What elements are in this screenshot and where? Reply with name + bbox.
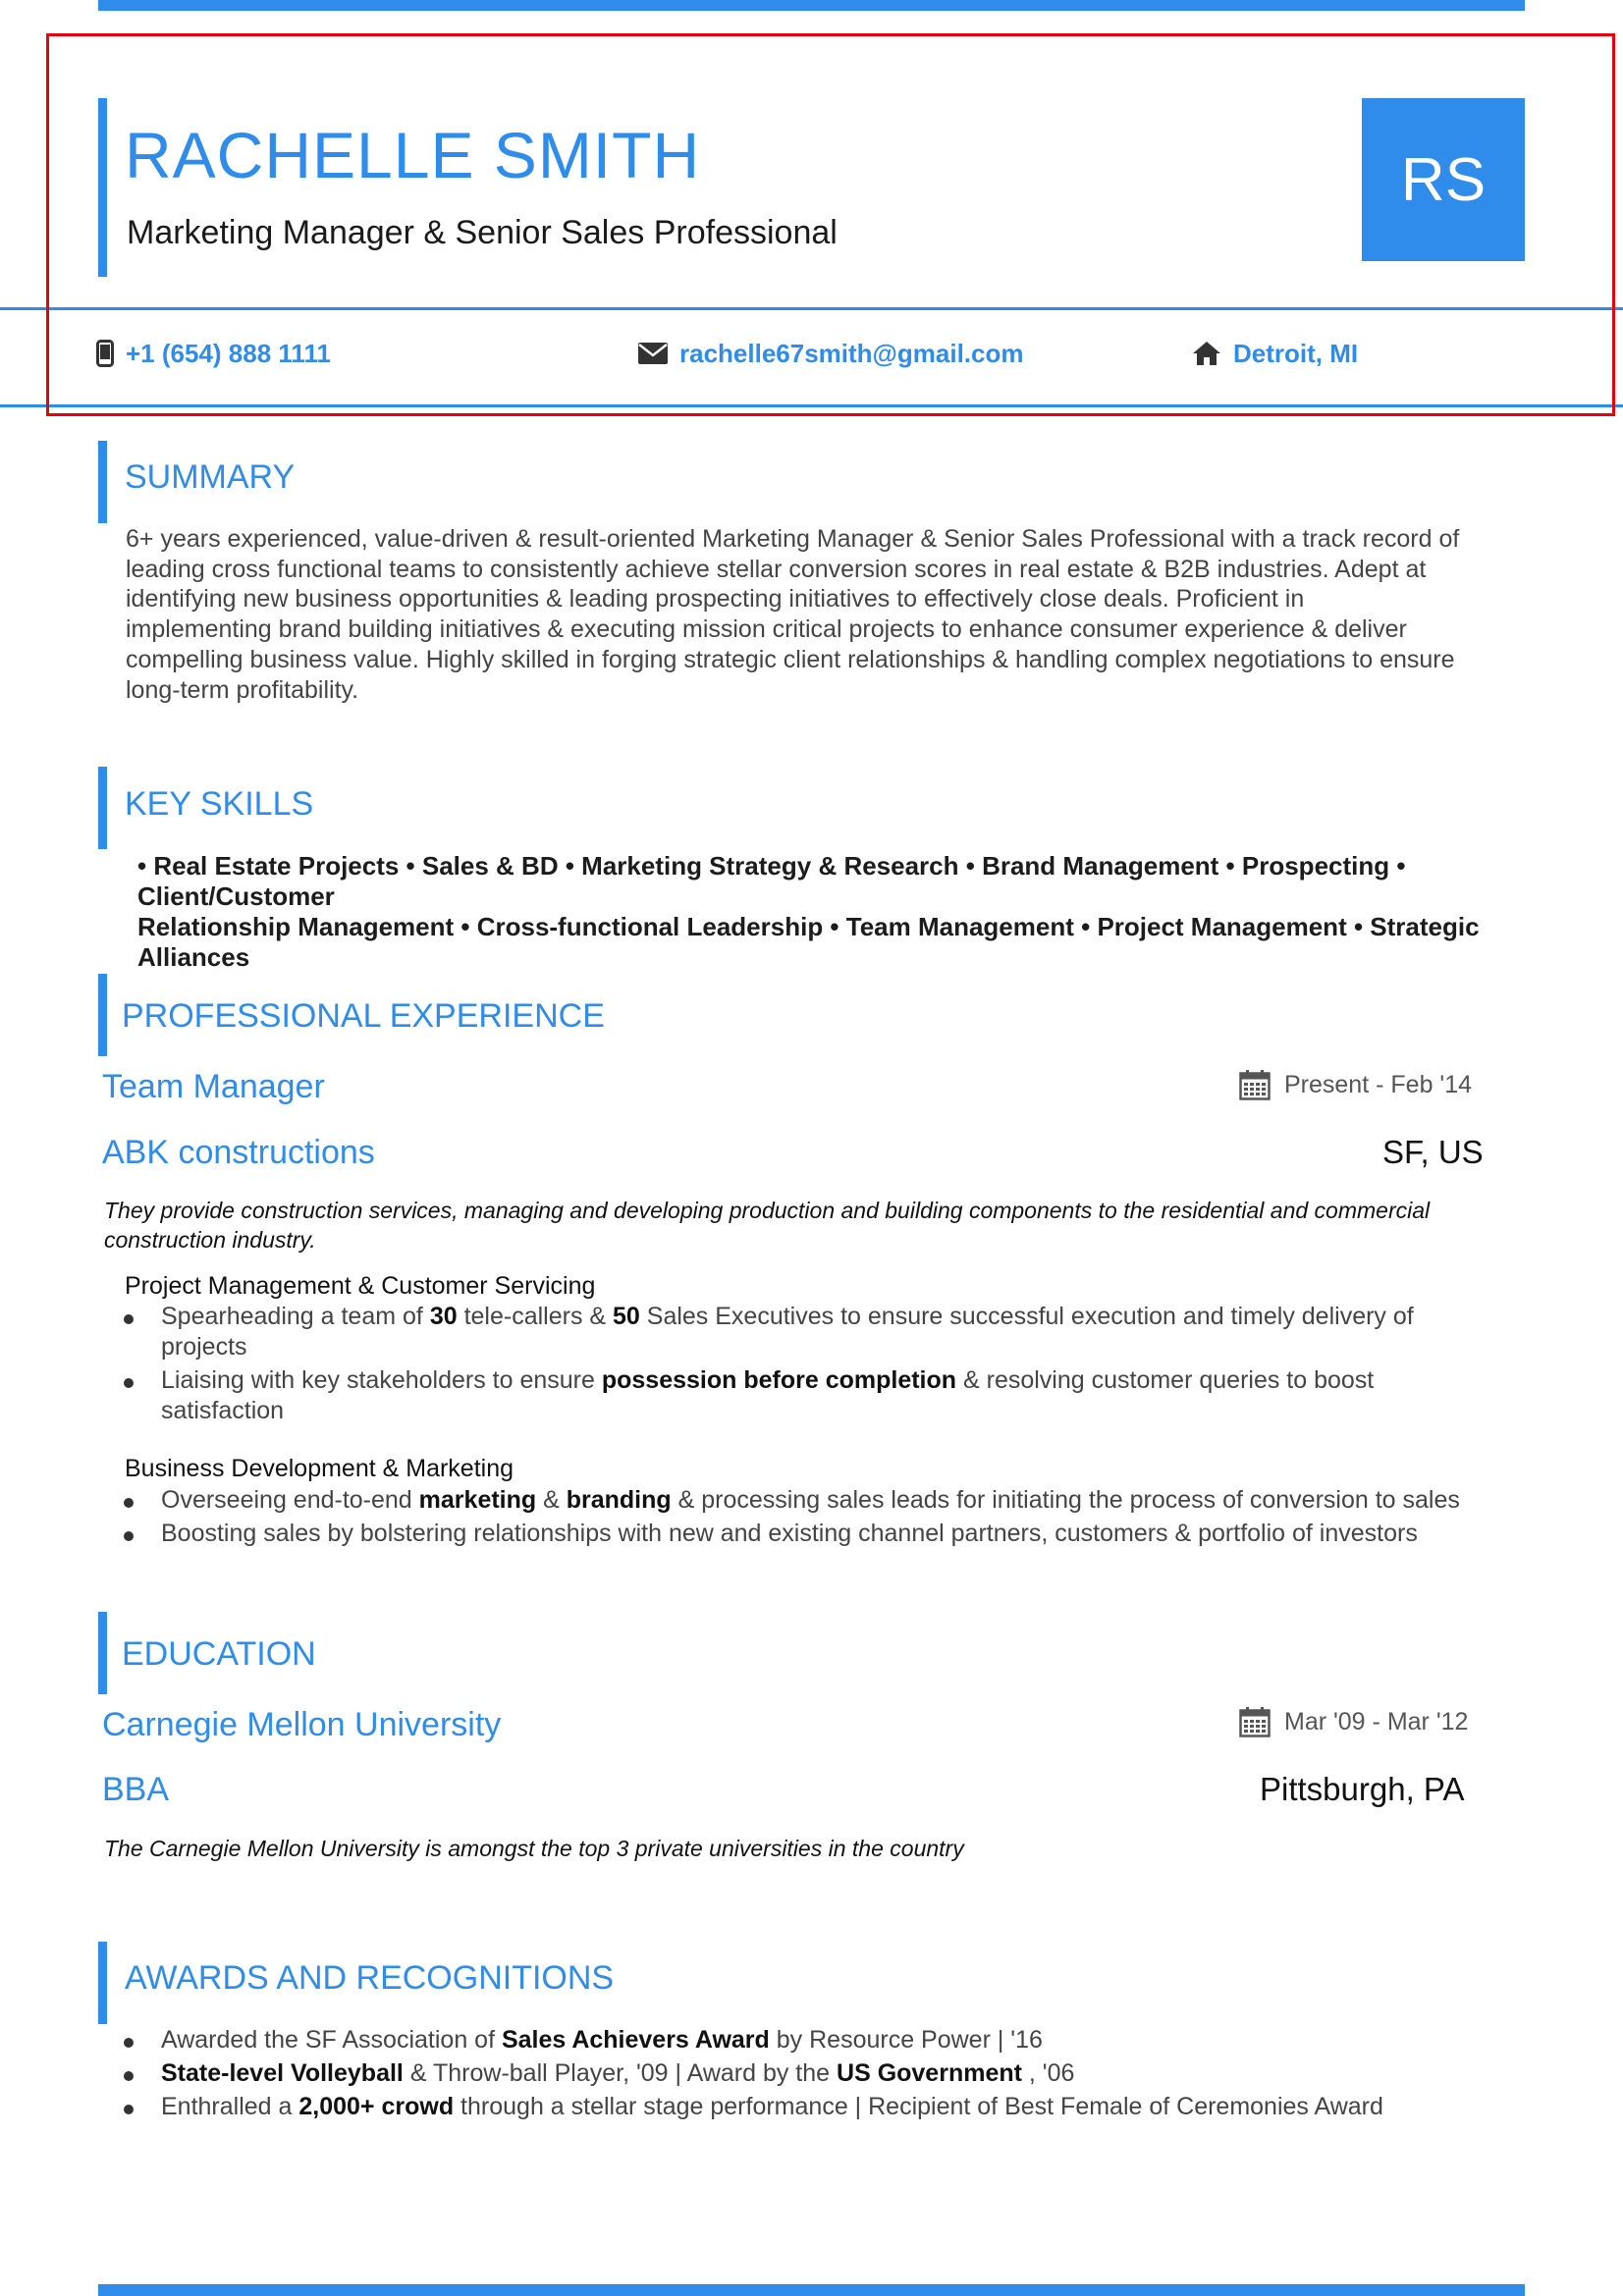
company-location: SF, US <box>1382 1134 1484 1170</box>
school-description: The Carnegie Mellon University is amongst the top 3 private universities in the country <box>104 1836 964 1861</box>
job-date-to: Feb '14 <box>1390 1071 1473 1098</box>
summary-line: identifying new business opportunities & leading prospecting initiatives to effectively close deals. Proficient in <box>126 585 1305 614</box>
location-text: Detroit, MI <box>1233 339 1359 368</box>
summary-line: leading cross functional teams to consistently achieve stellar conversion scores in real estate & B2B industries. Adept at <box>126 555 1427 583</box>
list-item: Awarded the SF Association of Sales Achievers Award by Resource Power | '16 <box>122 2025 1526 2056</box>
responsibility-list <box>122 1485 1526 1552</box>
summary-line: implementing brand building initiatives & executing mission critical projects to enhance consumer experience & deliver <box>126 615 1407 644</box>
candidate-title: Marketing Manager & Senior Sales Professional <box>127 214 838 251</box>
degree-name: BBA <box>102 1771 170 1808</box>
list-item: Liaising with key stakeholders to ensure possession before completion & resolving customer queries to boost satisfaction <box>122 1365 1526 1426</box>
company-description <box>104 1196 1538 1255</box>
education-heading: EDUCATION <box>122 1635 316 1673</box>
awards-heading: AWARDS AND RECOGNITIONS <box>125 1959 615 1997</box>
education-date-sep: - <box>1372 1708 1380 1735</box>
company-description-line: They provide construction services, managing and developing production and building components to the residential and commercial <box>104 1198 1431 1223</box>
experience-accent-line <box>98 974 107 1056</box>
selection-highlight-box <box>46 33 1615 416</box>
summary-line: 6+ years experienced, value-driven & result-oriented Marketing Manager & Senior Sales Professional with a track record of <box>126 525 1460 553</box>
job-date-from: Present <box>1284 1071 1370 1098</box>
skills-line: • Real Estate Projects • Sales & BD • Marketing Strategy & Research • Brand Management • Prospecting • Client/Customer <box>137 851 1406 911</box>
list-item: Enthralled a 2,000+ crowd through a stellar stage performance | Recipient of Best Female of Ceremonies Award <box>122 2092 1526 2122</box>
summary-heading: SUMMARY <box>125 458 296 496</box>
company-description-line: construction industry. <box>104 1227 316 1253</box>
job-title: Team Manager <box>102 1068 325 1105</box>
awards-accent-line <box>98 1942 107 2024</box>
phone-text: +1 (654) 888 1111 <box>126 339 331 368</box>
skills-heading: KEY SKILLS <box>125 785 314 823</box>
education-date <box>1239 1705 1468 1738</box>
school-location: Pittsburgh, PA <box>1260 1771 1465 1807</box>
list-item: Boosting sales by bolstering relationships with new and existing channel partners, customers & portfolio of investors <box>122 1519 1526 1549</box>
responsibility-group-title: Project Management & Customer Servicing <box>125 1272 596 1300</box>
awards-list <box>122 2025 1526 2125</box>
list-item: Spearheading a team of 30 tele-callers & 50 Sales Executives to ensure successful execution and timely delivery of projects <box>122 1302 1526 1362</box>
summary-accent-line <box>98 441 107 523</box>
summary-line: long-term profitability. <box>126 675 359 704</box>
email-link[interactable]: rachelle67smith@gmail.com <box>679 339 1024 368</box>
skills-list <box>137 851 1561 973</box>
job-date <box>1239 1068 1472 1101</box>
skills-line: Relationship Management • Cross-functional Leadership • Team Management • Project Management • Strategic Alliances <box>137 912 1480 972</box>
top-accent-bar <box>98 0 1525 11</box>
calendar-icon <box>1239 1069 1271 1100</box>
candidate-name: RACHELLE SMITH <box>125 119 701 191</box>
summary-line: compelling business value. Highly skilled in forging strategic client relationships & handling complex negotiations to ensure <box>126 645 1455 673</box>
company-name: ABK constructions <box>102 1134 375 1171</box>
responsibility-group-title: Business Development & Marketing <box>125 1455 514 1482</box>
list-item: Overseeing end-to-end marketing & branding & processing sales leads for initiating the process of conversion to sales <box>122 1485 1526 1516</box>
job-date-sep: - <box>1376 1071 1384 1098</box>
experience-heading: PROFESSIONAL EXPERIENCE <box>122 997 605 1035</box>
school-name: Carnegie Mellon University <box>102 1706 502 1743</box>
education-date-from: Mar '09 <box>1284 1708 1366 1735</box>
skills-accent-line <box>98 767 107 849</box>
bottom-accent-bar <box>98 2284 1525 2296</box>
responsibility-list <box>122 1302 1526 1429</box>
summary-paragraph <box>126 524 1549 705</box>
calendar-icon <box>1239 1706 1271 1737</box>
education-accent-line <box>98 1612 107 1694</box>
education-date-to: Mar '12 <box>1386 1708 1469 1735</box>
list-item: State-level Volleyball & Throw-ball Player, '09 | Award by the US Government , '06 <box>122 2058 1526 2089</box>
monogram-badge: RS <box>1362 98 1525 261</box>
